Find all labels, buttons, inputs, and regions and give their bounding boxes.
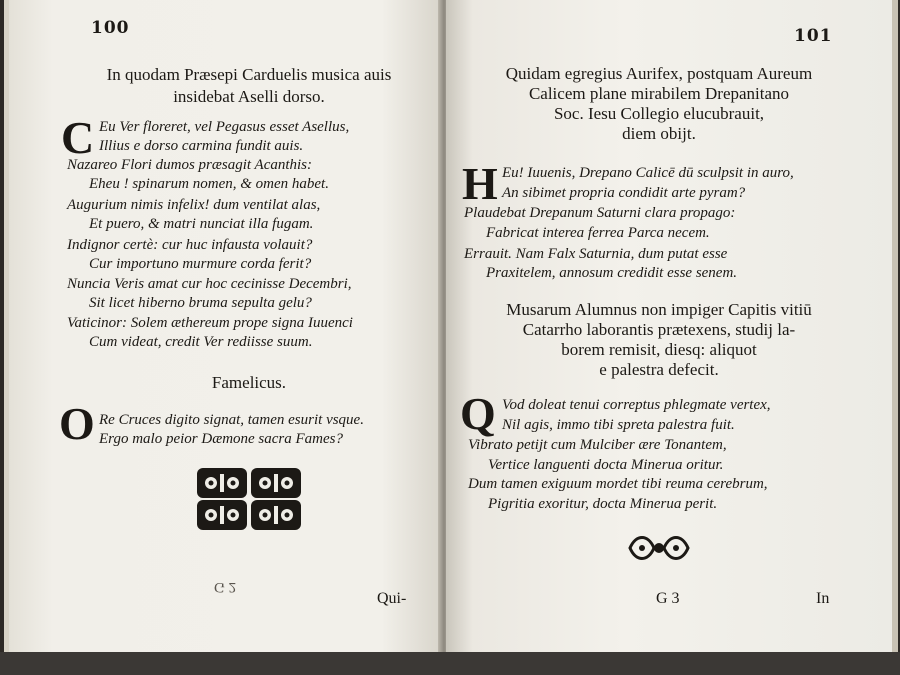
signature-mark: G 3: [656, 590, 680, 607]
printers-ornament: [626, 530, 692, 566]
title-line: Musarum Alumnus non impiger Capitis vitiū: [506, 300, 812, 319]
verse-line: Vaticinor: Solem æthereum prope signa Iuuenci: [67, 315, 353, 331]
title-line: borem remisit, diesq: aliquot: [561, 340, 757, 359]
title-line: e palestra defecit.: [599, 360, 719, 379]
poem-title: [454, 300, 864, 380]
verse-line: Vod doleat tenui correptus phlegmate vertex,: [502, 397, 771, 413]
title-line: Calicem plane mirabilem Drepanitano: [528, 84, 790, 103]
drop-capital: H: [462, 158, 498, 209]
verse-line: Vertice languenti docta Minerua oritur.: [488, 457, 724, 473]
verse-line: Nil agis, immo tibi spreta palestra fuit.: [502, 417, 735, 433]
left-page: [4, 0, 447, 652]
verse-line: Augurium nimis infelix! dum ventilat alas,: [67, 197, 321, 213]
verse-line: Indignor certè: cur huc infausta volauit?: [67, 237, 313, 253]
catchword: Qui-: [377, 590, 407, 607]
verse-line: Vibrato petijt cum Mulciber ære Tonantem,: [468, 437, 727, 453]
verse-line: Eu Ver floreret, vel Pegasus esset Asellus,: [99, 119, 350, 135]
title-line: Quidam egregius Aurifex, postquam Aureum: [505, 64, 813, 83]
verse-line: Errauit. Nam Falx Saturnia, dum putat esse: [464, 246, 728, 262]
title-line: Catarrho laborantis prætexens, studij la-: [522, 320, 796, 339]
title-line: In quodam Præsepi Carduelis musica auis: [106, 65, 392, 84]
verse-line: Pigritia exoritur, docta Minerua perit.: [488, 496, 718, 512]
verse-line: Cur importuno murmure corda ferit?: [89, 256, 312, 272]
poem-title: [454, 64, 864, 144]
verse-line: Dum tamen exiguum mordet tibi reuma cerebrum,: [468, 476, 768, 492]
verse-line: Eu! Iuuenis, Drepano Calicē dū sculpsit in auro,: [502, 165, 794, 181]
poem-title: Famelicus.: [211, 373, 287, 392]
verse-line: Cum videat, credit Ver rediisse suum.: [89, 334, 313, 350]
verse-line: An sibimet propria condidit arte pyram?: [502, 185, 746, 201]
verse-line: Ergo malo peior Dæmone sacra Fames?: [99, 431, 344, 447]
right-page: [446, 0, 898, 652]
page-number: 100: [91, 18, 130, 38]
verse-line: Nuncia Veris amat cur hoc cecinisse Decembri,: [67, 276, 352, 292]
verse-line: Illius e dorso carmina fundit auis.: [99, 138, 304, 154]
title-line: Soc. Iesu Collegio elucubrauit,: [553, 104, 765, 123]
title-line: diem obijt.: [622, 124, 696, 143]
drop-capital: Q: [460, 388, 496, 439]
signature-mark: G 2: [214, 579, 237, 595]
verse-line: Sit licet hiberno bruma sepulta gelu?: [89, 295, 312, 311]
verse-line: Praxitelem, annosum credidit esse senem.: [486, 265, 738, 281]
page-number: 101: [794, 26, 833, 46]
verse-line: Re Cruces digito signat, tamen esurit vsque.: [99, 412, 364, 428]
title-line: insidebat Aselli dorso.: [173, 87, 325, 106]
printers-ornament: [195, 466, 305, 532]
drop-capital: C: [61, 112, 95, 163]
verse-line: Eheu ! spinarum nomen, & omen habet.: [89, 176, 329, 192]
poem-title: [69, 64, 429, 108]
table-surface: [0, 652, 900, 675]
catchword: In: [816, 590, 830, 607]
verse-line: Nazareo Flori dumos præsagit Acanthis:: [67, 157, 313, 173]
verse-line: Plaudebat Drepanum Saturni clara propago:: [464, 205, 736, 221]
drop-capital: O: [59, 398, 95, 449]
verse-line: Et puero, & matri nunciat illa fugam.: [89, 216, 314, 232]
verse-line: Fabricat interea ferrea Parca necem.: [486, 225, 710, 241]
